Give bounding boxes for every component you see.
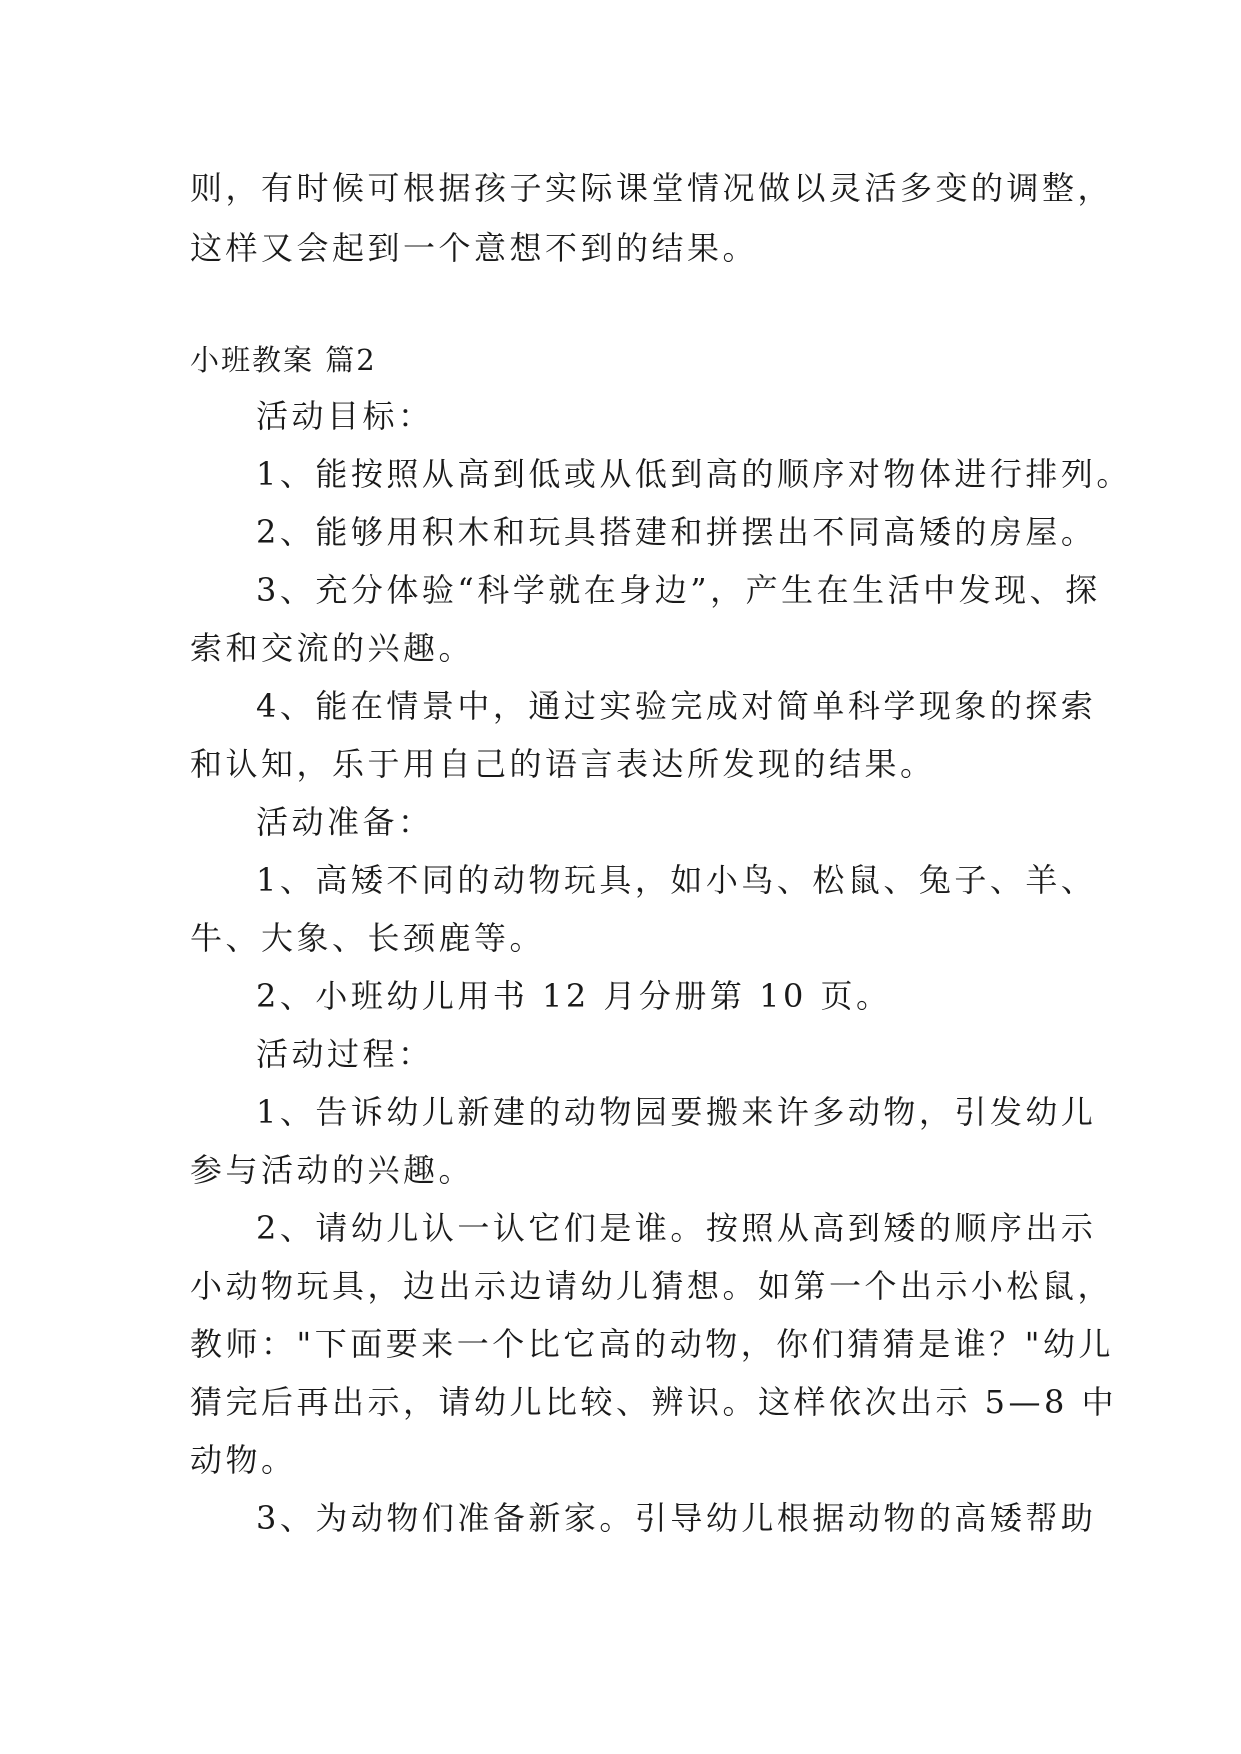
process-2-line-5: 动物。 bbox=[190, 1441, 297, 1479]
goal-2: 2、能够用积木和玩具搭建和拼摆出不同高矮的房屋。 bbox=[256, 513, 1097, 551]
process-heading: 活动过程： bbox=[256, 1035, 434, 1073]
goal-1: 1、能按照从高到低或从低到高的顺序对物体进行排列。 bbox=[256, 455, 1132, 493]
goal-3-line-2: 索和交流的兴趣。 bbox=[190, 629, 475, 667]
process-2-line-4: 猜完后再出示，请幼儿比较、辨识。这样依次出示 5—8 中 bbox=[190, 1383, 1118, 1421]
prep-heading: 活动准备： bbox=[256, 803, 434, 841]
section-title: 小班教案 篇2 bbox=[190, 343, 377, 377]
process-1-line-1: 1、告诉幼儿新建的动物园要搬来许多动物，引发幼儿 bbox=[256, 1093, 1097, 1131]
process-2-line-1: 2、请幼儿认一认它们是谁。按照从高到矮的顺序出示 bbox=[256, 1209, 1097, 1247]
process-3-line-1: 3、为动物们准备新家。引导幼儿根据动物的高矮帮助 bbox=[256, 1499, 1097, 1537]
goal-3-line-1: 3、充分体验“科学就在身边”，产生在生活中发现、探 bbox=[256, 571, 1101, 609]
continuation-line-2: 这样又会起到一个意想不到的结果。 bbox=[190, 229, 759, 267]
goals-heading: 活动目标： bbox=[256, 397, 434, 435]
prep-1-line-1: 1、高矮不同的动物玩具，如小鸟、松鼠、兔子、羊、 bbox=[256, 861, 1097, 899]
continuation-line-1: 则，有时候可根据孩子实际课堂情况做以灵活多变的调整， bbox=[190, 169, 1114, 207]
process-1-line-2: 参与活动的兴趣。 bbox=[190, 1151, 475, 1189]
prep-1-line-2: 牛、大象、长颈鹿等。 bbox=[190, 919, 546, 957]
prep-2: 2、小班幼儿用书 12 月分册第 10 页。 bbox=[256, 977, 892, 1015]
process-2-line-3: 教师："下面要来一个比它高的动物，你们猜猜是谁？"幼儿 bbox=[190, 1325, 1114, 1363]
process-2-line-2: 小动物玩具，边出示边请幼儿猜想。如第一个出示小松鼠， bbox=[190, 1267, 1114, 1305]
goal-4-line-1: 4、能在情景中，通过实验完成对简单科学现象的探索 bbox=[256, 687, 1097, 725]
goal-4-line-2: 和认知，乐于用自己的语言表达所发现的结果。 bbox=[190, 745, 936, 783]
